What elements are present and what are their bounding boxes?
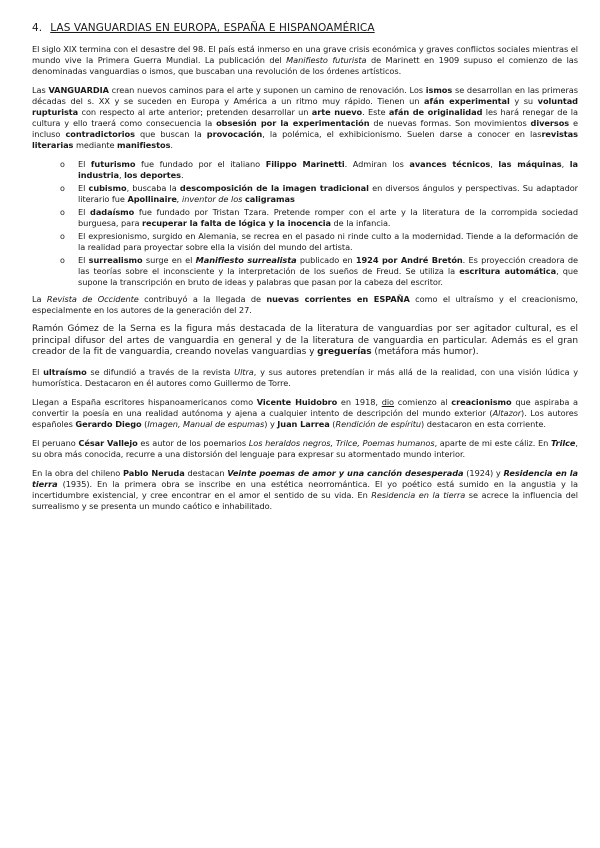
list-item-expresionismo: o El expresionismo, surgido en Alemania, se recrea en el pasado ni rinde culto a la modernidad. Tiende a la deformación de la realidad para proyectar sobre ella la visión del mundo del artista. <box>60 231 578 252</box>
bullet-marker: o <box>60 184 65 193</box>
bullet-marker: o <box>60 256 65 265</box>
section-number: 4. <box>32 22 43 34</box>
bullet-marker: o <box>60 160 65 169</box>
list-item-dadaismo: o El dadaísmo fue fundado por Tristan Tzara. Pretende romper con el arte y la literatura de la corrompida sociedad burguesa, para recuperar la falta de lógica y la inocencia de la infancia. <box>60 207 578 228</box>
list-item-surrealismo: o El surrealismo surge en el Manifiesto surrealista publicado en 1924 por André Bretón. Es proyección creadora de las teorías sobre el inconsciente y la interpretación de los sueños de Freud. Se utiliza la escritura automática, que supone la transcripción en bruto de ideas y palabras que pasan por la cabeza del escritor. <box>60 255 579 287</box>
intro-paragraph: El siglo XIX termina con el desastre del 98. El país está inmerso en una grave crisis económica y graves conflictos sociales mientras el mundo vive la Primera Guerra Mundial. La publicación del Manifiesto futurista de Marinett en 1909 supuso el comienzo de las denominadas vanguardias o ismos, que buscaban una revolución de los órdenes artísticos. <box>32 44 578 76</box>
bullet-marker: o <box>60 232 65 241</box>
vallejo-paragraph: El peruano César Vallejo es autor de los poemarios Los heraldos negros, Trilce, Poemas humanos, aparte de mi este cáliz. En Trilce, su obra más conocida, recurre a una distorsión del lenguaje para expresar su atormentado mundo interior. <box>32 437 578 459</box>
list-item-cubismo: o El cubismo, buscaba la descomposición de la imagen tradicional en diversos ángulos y perspectivas. Su adaptador literario fue Apollinaire, inventor de los caligramas <box>60 183 578 204</box>
vanguardias-paragraph: Las VANGUARDIA crean nuevos caminos para el arte y suponen un camino de renovación. Los ismos se desarrollan en las primeras décadas del s. XX y se suceden en Europa y América a un ritmo muy rápido. Tienen un afán experimental y su voluntad rupturista con respecto al arte anterior; pretenden desarrollar un arte nuevo. Este afán de originalidad les hará renegar de la cultura y ello traerá como consecuencia la obsesión por la experimentación de nuevas formas. Son movimientos diversos e incluso contradictorios que buscan la provocación, la polémica, el exhibicionismo. Suelen darse a conocer en lasrevistas literarias mediante manifiestos. <box>32 85 578 150</box>
isms-list <box>32 159 578 288</box>
ultraismo-paragraph: El ultraísmo se difundió a través de la revista Ultra, y sus autores pretendían ir más allá de la realidad, con una visión lúdica y humorística. Destacaron en él autores como Guillermo de Torre. <box>32 366 578 388</box>
section-title-text: LAS VANGUARDIAS EN EUROPA, ESPAÑA E HISPANOAMÉRICA <box>50 22 375 34</box>
bullet-marker: o <box>60 208 65 217</box>
neruda-paragraph: En la obra del chileno Pablo Neruda destacan Veinte poemas de amor y una canción desesperada (1924) y Residencia en la tierra (1935). En la primera obra se inscribe en una estética neorromántica. El yo poético está sumido en la angustia y la incertidumbre existencial, y cree encontrar en el amor el sentido de su vida. En Residencia en la tierra se acrece la influencia del surrealismo y se presenta un mundo caótico e inhabilitado. <box>32 467 579 511</box>
list-item-futurismo: o El futurismo fue fundado por el italiano Filippo Marinetti. Admiran los avances técnicos, las máquinas, la industria, los deportes. <box>60 159 578 180</box>
section-title <box>32 22 578 34</box>
revista-occidente-paragraph: La Revista de Occidente contribuyó a la llegada de nuevas corrientes en ESPAÑA como el ultraísmo y el creacionismo, especialmente en los autores de la generación del 27. <box>32 294 578 315</box>
creacionismo-paragraph: Llegan a España escritores hispanoamericanos como Vicente Huidobro en 1918, dio comienzo al creacionismo que aspiraba a convertir la poesía en una realidad autónoma y ajena a cualquier intento de descripción del mundo exterior (Altazor). Los autores españoles Gerardo Diego (Imagen, Manual de espumas) y Juan Larrea (Rendición de espíritu) destacaron en esta corriente. <box>32 396 578 429</box>
gomez-serna-paragraph: Ramón Gómez de la Serna es la figura más destacada de la literatura de vanguardias por ser agitador cultural, es el principal difusor del artes de vanguardia en general y de la literatura de vanguardia en particular. Además es el gran creador de la fit de vanguardia, creando novelas vanguardias y greguerías (metáfora más humor). <box>32 324 578 357</box>
